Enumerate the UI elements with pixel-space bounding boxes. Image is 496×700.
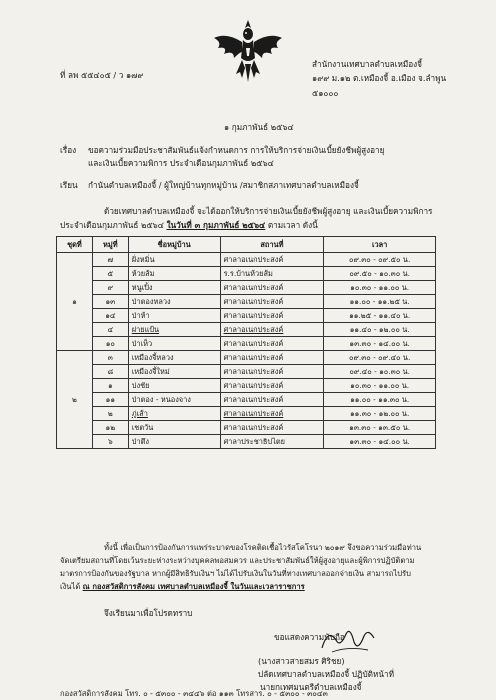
signer-position-2: นายกเทศมนตรีตำบลเหมืองจี้	[260, 682, 362, 692]
header-time: เวลา	[324, 237, 436, 253]
document-date: ๑ กุมภาพันธ์ ๒๕๖๔	[224, 122, 294, 132]
intro-time-lead: ตามเวลา ดังนี้	[267, 220, 318, 230]
subject-line-2: และเงินเบี้ยความพิการ ประจำเดือนกุมภาพันธ์ ๒๕๖๔	[88, 158, 274, 168]
table-row	[57, 281, 436, 295]
time-cell: ๑๐.๓๐ - ๑๑.๐๐ น.	[324, 379, 436, 393]
village-cell: ฝั่งหมิ่น	[128, 253, 220, 267]
office-address: ๑๙๙ ม.๑๒ ต.เหมืองจี้ อ.เมือง จ.ลำพูน	[312, 73, 447, 83]
moo-cell: ๑๔	[92, 309, 128, 323]
office-name: สำนักงานเทศบาลตำบลเหมืองจี้	[312, 59, 422, 69]
time-cell: ๑๑.๓๐ - ๑๒.๐๐ น.	[324, 407, 436, 421]
time-cell: ๑๑.๔๐ - ๑๒.๐๐ น.	[324, 323, 436, 337]
header-village: ชื่อหมู่บ้าน	[128, 237, 220, 253]
body-line-3: มาตรการป้องกันของรัฐบาล หากผู้มีสิทธิรับเงินฯ ไม่ได้ไปรับเงินในวันที่ทางเทศบาลออกจ่ายเงิน สามารถไปรับ	[60, 569, 411, 578]
place-cell: ศาลาอเนกประสงค์	[220, 379, 324, 393]
table-row	[57, 393, 436, 407]
time-cell: ๐๙.๓๐ - ๐๙.๕๐ น.	[324, 253, 436, 267]
place-cell: ศาลาอเนกประสงค์	[220, 281, 324, 295]
moo-cell: ๖	[92, 435, 128, 449]
office-postcode: ๕๑๐๐๐	[312, 88, 339, 98]
table-row	[57, 267, 436, 281]
village-cell: หนูเปิ้ง	[128, 281, 220, 295]
village-cell: เหมืองจี้ใหม่	[128, 365, 220, 379]
body-line-1: ทั้งนี้ เพื่อเป็นการป้องกันการแพร่ระบาดของโรคติดเชื้อไวรัสโคโรนา ๒๐๑๙ จึงขอความร่วมมือท่าน	[104, 543, 422, 552]
body-line-2: จัดเตรียมสถานที่โดยเว้นระยะห่างระหว่างบุคคลพอสมควร และประชาสัมพันธ์ให้ผู้สูงอายุและผู้พิการปฏิบัติตาม	[60, 556, 415, 565]
village-cell: ป่าตึง	[128, 435, 220, 449]
document-number: ที่ ลพ ๕๕๔๐๕ / ว ๑๗๙	[60, 70, 144, 80]
time-cell: ๑๑.๐๐ - ๑๑.๓๐ น.	[324, 393, 436, 407]
village-cell: ปงชัย	[128, 379, 220, 393]
header-place: สถานที่	[220, 237, 324, 253]
subject-label: เรื่อง	[60, 145, 77, 155]
table-row	[57, 379, 436, 393]
body-location-emphasis: ณ กองสวัสดิการสังคม เทศบาลตำบลเหมืองจี้ ในวันและเวลาราชการ	[82, 582, 305, 591]
table-row	[57, 407, 436, 421]
place-cell: ศาลาอเนกประสงค์	[220, 365, 324, 379]
village-cell: ป่าตอง - หนองจาง	[128, 393, 220, 407]
place-cell: ศาลาอเนกประสงค์	[220, 295, 324, 309]
village-cell: ห้วยส้ม	[128, 267, 220, 281]
moo-cell: ๓	[92, 351, 128, 365]
signer-position-1: ปลัดเทศบาลตำบลเหมืองจี้ ปฏิบัติหน้าที่	[258, 669, 394, 679]
intro-line-2	[60, 220, 318, 231]
place-cell: ศาลาอเนกประสงค์	[220, 393, 324, 407]
place-cell: ศาลาอเนกประสงค์	[220, 253, 324, 267]
moo-cell: ๑	[92, 379, 128, 393]
signer-name: (นางสาวสายสมร ศิริชย)	[258, 656, 345, 666]
moo-cell: ๙	[92, 281, 128, 295]
table-header-row	[57, 237, 436, 253]
moo-cell: ๒	[92, 407, 128, 421]
time-cell: ๑๑.๒๕ - ๑๑.๔๐ น.	[324, 309, 436, 323]
place-cell: ศาลาอเนกประสงค์	[220, 337, 324, 351]
moo-cell: ๑๑	[92, 393, 128, 407]
set-number: ๑	[57, 253, 93, 351]
table-row	[57, 295, 436, 309]
subject-line-1: ขอความร่วมมือประชาสัมพันธ์แจ้งกำหนดการ การให้บริการจ่ายเงินเบี้ยยังชีพผู้สูงอายุ	[88, 145, 385, 155]
schedule-table	[56, 236, 436, 449]
regards-text: ขอแสดงความนับถือ	[274, 632, 345, 642]
table-row	[57, 253, 436, 267]
body-line-4-lead: เงินได้	[60, 582, 81, 591]
place-cell: ศาลาอเนกประสงค์	[220, 309, 324, 323]
place-cell: ศาลาประชาธิปไตย	[220, 435, 324, 449]
place-cell: ร.ร.บ้านห้วยส้ม	[220, 267, 324, 281]
to-label: เรียน	[60, 180, 78, 190]
table-row	[57, 351, 436, 365]
village-cell: ป่าตองหลวง	[128, 295, 220, 309]
garuda-emblem	[212, 18, 284, 84]
time-cell: ๑๑.๐๐ - ๑๑.๒๕ น.	[324, 295, 436, 309]
village-cell: ฝายแป้น	[128, 323, 220, 337]
table-row	[57, 421, 436, 435]
table-row	[57, 435, 436, 449]
place-cell: ศาลาอเนกประสงค์	[220, 407, 324, 421]
time-cell: ๑๓.๓๐ - ๑๔.๐๐ น.	[324, 337, 436, 351]
place-cell: ศาลาอเนกประสงค์	[220, 323, 324, 337]
moo-cell: ๑๓	[92, 295, 128, 309]
village-cell: เหมืองจี้หลวง	[128, 351, 220, 365]
time-cell: ๐๙.๕๐ - ๑๐.๓๐ น.	[324, 267, 436, 281]
moo-cell: ๑๒	[92, 421, 128, 435]
table-row	[57, 337, 436, 351]
intro-date-emphasis: ในวันที่ ๓ กุมภาพันธ์ ๒๕๖๔	[166, 220, 266, 230]
moo-cell: ๑๐	[92, 337, 128, 351]
village-cell: ป่าห้า	[128, 309, 220, 323]
closing-text: จึงเรียนมาเพื่อโปรดทราบ	[104, 608, 193, 618]
village-cell: ป่าเห็ว	[128, 337, 220, 351]
time-cell: ๑๐.๓๐ - ๑๑.๐๐ น.	[324, 281, 436, 295]
header-moo: หมู่ที่	[92, 237, 128, 253]
body-line-4	[60, 582, 305, 592]
to-recipients: กำนันตำบลเหมืองจี้ / ผู้ใหญ่บ้านทุกหมู่บ้าน /สมาชิกสภาเทศบาลตำบลเหมืองจี้	[88, 180, 359, 190]
time-cell: ๑๓.๓๐ - ๑๓.๕๐ น.	[324, 421, 436, 435]
moo-cell: ๘	[92, 365, 128, 379]
moo-cell: ๗	[92, 253, 128, 267]
table-row	[57, 323, 436, 337]
intro-month: ประจำเดือนกุมภาพันธ์ ๒๕๖๔	[60, 220, 164, 230]
village-cell: เชตวัน	[128, 421, 220, 435]
time-cell: ๑๓.๓๐ - ๑๔.๐๐ น.	[324, 435, 436, 449]
moo-cell: ๔	[92, 323, 128, 337]
village-cell: ภู่เส้า	[128, 407, 220, 421]
table-row	[57, 365, 436, 379]
header-set: ชุดที่	[57, 237, 93, 253]
set-number: ๒	[57, 351, 93, 449]
signature-mark	[318, 622, 378, 656]
moo-cell: ๕	[92, 267, 128, 281]
intro-line-1: ด้วยเทศบาลตำบลเหมืองจี้ จะได้ออกให้บริการจ่ายเงินเบี้ยยังชีพผู้สูงอายุ และเงินเบี้ยความพิการ	[104, 206, 433, 216]
table-row	[57, 309, 436, 323]
time-cell: ๐๙.๓๐ - ๐๙.๔๐ น.	[324, 351, 436, 365]
footer-contact: กองสวัสดิการสังคม โทร. ๐ - ๕๓๐๐ - ๓๔๔๖ ต่อ ๑๑๓ โทรสาร. ๐ - ๕๓๐๐ - ๓๐๔๓	[60, 689, 328, 698]
place-cell: ศาลาอเนกประสงค์	[220, 351, 324, 365]
place-cell: ศาลาอเนกประสงค์	[220, 421, 324, 435]
time-cell: ๐๙.๔๐ - ๑๐.๓๐ น.	[324, 365, 436, 379]
